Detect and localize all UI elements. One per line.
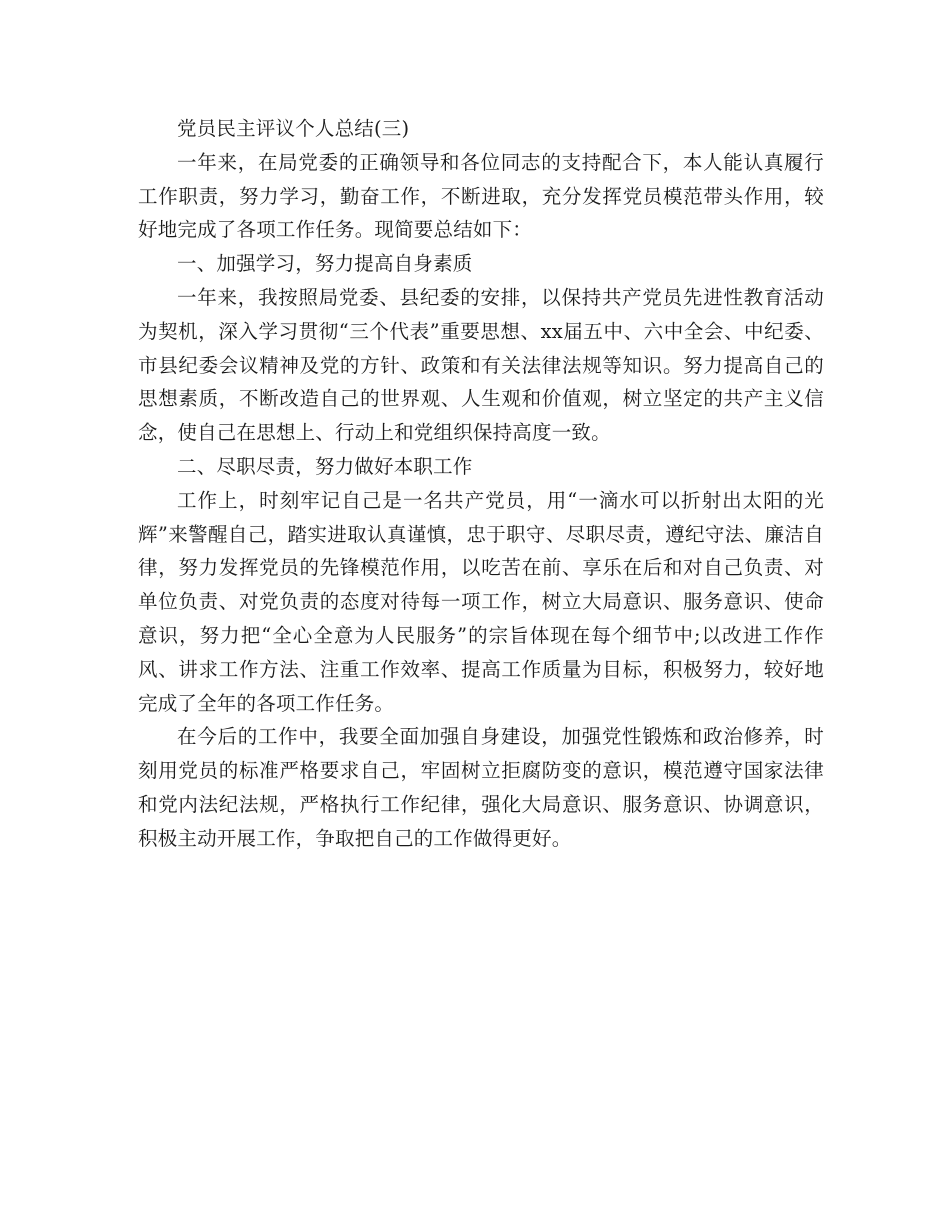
paragraph-duty: 工作上，时刻牢记自己是一名共产党员，用“一滴水可以折射出太阳的光辉”来警醒自己，踏实进取认真谨慎，忠于职守、尽职尽责，遵纪守法、廉洁自律，努力发挥党员的先锋模范作用，以吃苦在前、享乐在后和对自己负责、对单位负责、对党负责的态度对待每一项工作，树立大局意识、服务意识、使命意识，努力把“全心全意为人民服务”的宗旨体现在每个细节中;以改进工作作风、讲求工作方法、注重工作效率、提高工作质量为目标，积极努力，较好地完成了全年的各项工作任务。	[138, 488, 824, 715]
document-body	[138, 112, 824, 856]
paragraph-intro: 一年来，在局党委的正确领导和各位同志的支持配合下，本人能认真履行工作职责，努力学习，勤奋工作，不断进取，充分发挥党员模范带头作用，较好地完成了各项工作任务。现简要总结如下：	[138, 150, 824, 242]
section-heading-duty: 二、尽职尽责，努力做好本职工作	[177, 454, 473, 478]
document-title: 党员民主评议个人总结(三)	[177, 117, 410, 140]
paragraph-future: 在今后的工作中，我要全面加强自身建设，加强党性锻炼和政治修养，时刻用党员的标准严格要求自己，牢固树立拒腐防变的意识，模范遵守国家法律和党内法纪法规，严格执行工作纪律，强化大局意识、服务意识、协调意识，积极主动开展工作，争取把自己的工作做得更好。	[138, 725, 824, 850]
section-heading-study: 一、加强学习，努力提高自身素质	[177, 252, 473, 276]
paragraph-study: 一年来，我按照局党委、县纪委的安排，以保持共产党员先进性教育活动为契机，深入学习贯彻“三个代表”重要思想、xx届五中、六中全会、中纪委、市县纪委会议精神及党的方针、政策和有关法律法规等知识。努力提高自己的思想素质，不断改造自己的世界观、人生观和价值观，树立坚定的共产主义信念，使自己在思想上、行动上和党组织保持高度一致。	[138, 285, 824, 445]
